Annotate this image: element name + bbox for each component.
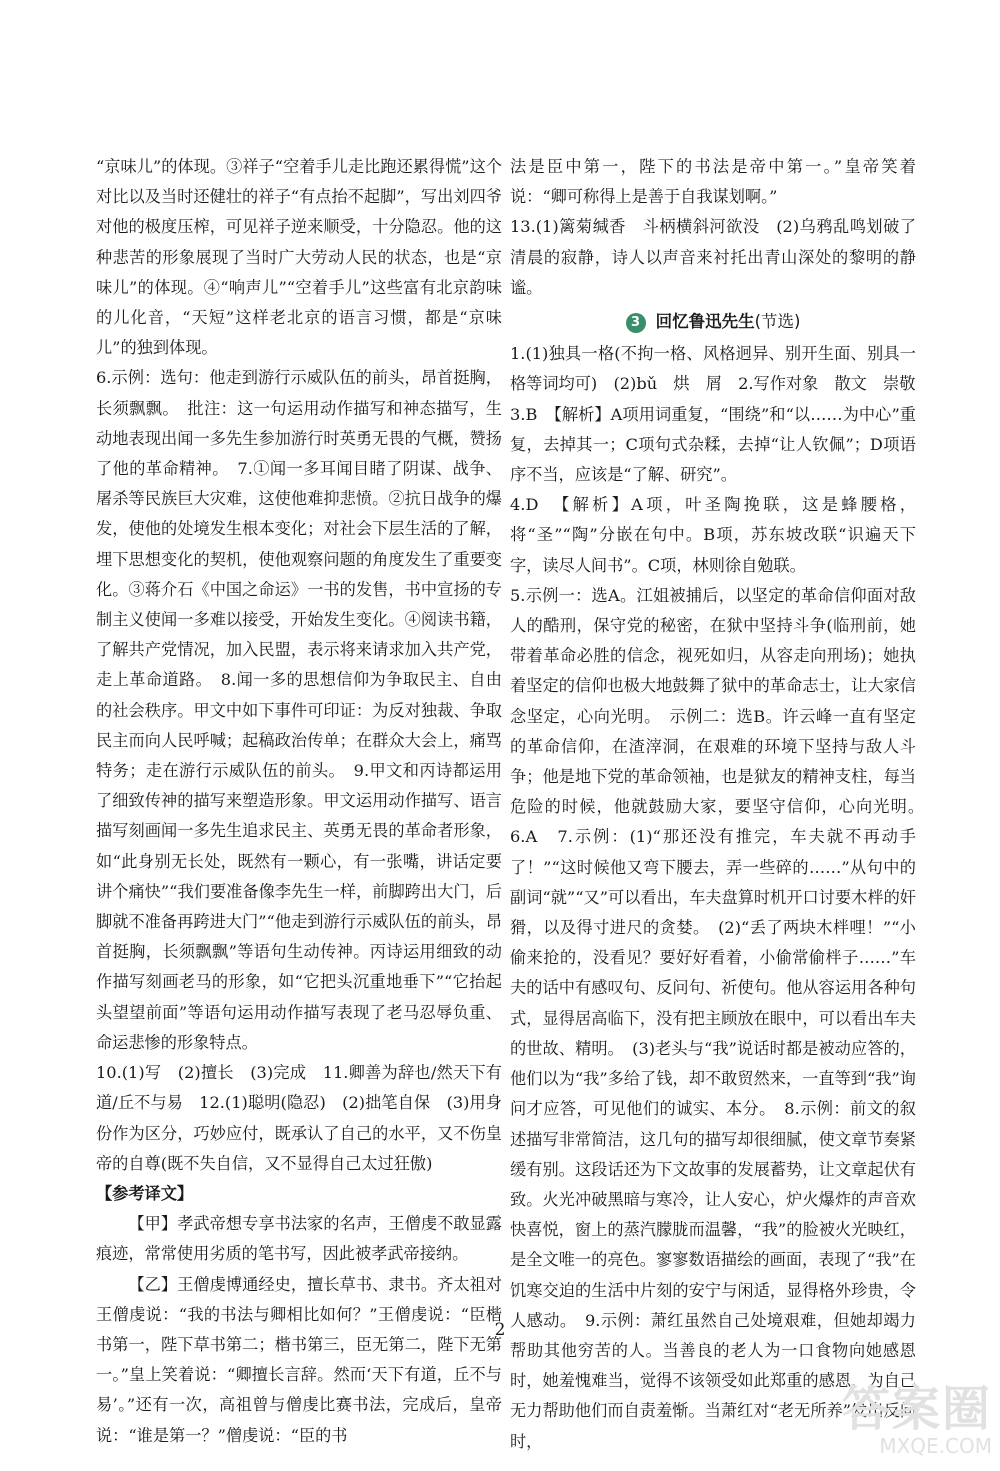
watermark-logo-text: 答案圈	[841, 1381, 992, 1437]
section-number-badge: 3	[626, 313, 646, 333]
section-header	[510, 307, 916, 337]
left-paragraph-1: “京味儿”的体现。③祥子“空着手儿走比跑还累得慌”这个对比以及当时还健壮的祥子“有点抬不起脚”，写出刘四爷对他的极度压榨，可见祥子逆来顺受，十分隐忍。他的这种悲苦的形象展现了当时广大劳动人民的状态，也是“京味儿”的体现。④“响声儿”“空着手儿”这些富有北京韵味的儿化音，“天短”这样老北京的语言习惯，都是“京味儿”的独到体现。	[96, 157, 502, 358]
watermark-url: MXQE.COM	[879, 1434, 992, 1458]
right-top-paragraph: 法是臣中第一，陛下的书法是帝中第一。”皇帝笑着说：“卿可称得上是善于自我谋划啊。”	[510, 157, 916, 207]
answer-1-2: 1.(1)独具一格(不拘一格、风格迥异、别开生面、别具一格等词均可) (2)bǔ 烘 屑 2.写作对象 散文 崇敬	[510, 344, 916, 394]
left-paragraph-2: 6.示例：选句：他走到游行示威队伍的前头，昂首挺胸，长须飘飘。 批注：这一句运用动作描写和神态描写，生动地表现出闻一多先生参加游行时英勇无畏的气概，赞扬了他的革命精神。 7.①闻一多耳闻目睹了阴谋、战争、屠杀等民族巨大灾难，这使他难抑悲愤。②抗日战争的爆发，使他的处境发生根本变化；对社会下层生活的了解，埋下思想变化的契机，使他观察问题的角度发生了重要变化。③蒋介石《中国之命运》一书的发售，书中宣扬的专制主义使闻一多难以接受，开始发生变化。④阅读书籍，了解共产党情况，加入民盟，表示将来请求加入共产党，走上革命道路。 8.闻一多的思想信仰为争取民主、自由的社会秩序。甲文中如下事件可印证：为反对独裁、争取民主而向人民呼喊；起稿政治传单；在群众大会上，痛骂特务；走在游行示威队伍的前头。 9.甲文和丙诗都运用了细致传神的描写来塑造形象。甲文运用动作描写、语言描写刻画闻一多先生追求民主、英勇无畏的革命者形象，如“此身别无长处，既然有一颗心，有一张嘴，讲话定要讲个痛快”“我们要准备像李先生一样，前脚跨出大门，后脚就不准备再跨进大门”“他走到游行示威队伍的前头，昂首挺胸，长须飘飘”等语句生动传神。丙诗运用细致的动作描写刻画老马的形象，如“它把头沉重地垂下”“它抬起头望望前面”等语句运用动作描写表现了老马忍辱负重、命运悲惨的形象特点。	[96, 368, 502, 1052]
watermark-logo	[792, 1383, 992, 1463]
page-number: 2	[494, 1320, 506, 1340]
section-subtitle: (节选)	[754, 312, 801, 332]
left-column	[96, 152, 502, 1451]
section-title: 回忆鲁迅先生	[655, 312, 755, 332]
question-13: 13.(1)篱菊缄香 斗柄横斜河欲没 (2)乌鸦乱鸣划破了清晨的寂静，诗人以声音来衬托出青山深处的黎明的静谧。	[510, 217, 916, 297]
translation-paragraph-2: 【乙】王僧虔博通经史，擅长草书、隶书。齐太祖对王僧虔说：“我的书法与卿相比如何？”王僧虔说：“臣楷书第一，陛下草书第二；楷书第三，臣无第二，陛下无第一。”皇上笑着说：“卿擅长言辞。然而‘天下有道，丘不与易’。”还有一次，高祖曾与僧虔比赛书法，完成后，皇帝说：“谁是第一？”僧虔说：“臣的书	[96, 1274, 502, 1445]
translation-heading: 【参考译文】	[96, 1183, 194, 1203]
answer-3: 3.B 【解析】A项用词重复，“围绕”和“以……为中心”重复，去掉其一；C项句式杂糅，去掉“让人钦佩”；D项语序不当，应该是“了解、研究”。	[510, 404, 916, 485]
translation-paragraph-1: 【甲】孝武帝想专享书法家的名声，王僧虔不敢显露痕迹，常常使用劣质的笔书写，因此被孝武帝接纳。	[96, 1214, 502, 1264]
left-paragraph-3: 10.(1)写 (2)擅长 (3)完成 11.卿善为辞也/然天下有道/丘不与易 12.(1)聪明(隐忍) (2)拙笔自保 (3)用身份作为区分，巧妙应付，既承认了自己的水平，又不伤皇帝的自尊(既不失自信，又不显得自己太过狂傲)	[96, 1063, 502, 1173]
answer-4: 4.D 【解析】A项，叶圣陶挽联，这是蜂腰格，将“圣”“陶”分嵌在句中。B项，苏东坡改联“识遍天下字，读尽人间书”。C项，林则徐自勉联。	[510, 495, 916, 575]
answer-5-9: 5.示例一：选A。江姐被捕后，以坚定的革命信仰面对敌人的酷刑，保守党的秘密，在狱中坚持斗争(临刑前，她带着革命必胜的信念，视死如归，从容走向刑场)；她执着坚定的信仰也极大地鼓舞了狱中的革命志士，让大家信念坚定，心向光明。 示例二：选B。许云峰一直有坚定的革命信仰，在渣滓洞，在艰难的环境下坚持与敌人斗争；他是地下党的革命领袖，也是狱友的精神支柱，每当危险的时候，他就鼓励大家，要坚守信仰，心向光明。 6.A 7.示例：(1)“那还没有推完，车夫就不再动手了！”“这时候他又弯下腰去，弄一些碎的……”从句中的副词“就”“又”可以看出，车夫盘算时机开口讨要木柈的奸猾，以及得寸进尺的贪婪。 (2)“丢了两块木柈哩！”“小偷来抢的，没看见？要好好看着，小偷常偷柈子……”车夫的话中有感叹句、反问句、祈使句。他从容运用各种句式，显得居高临下，没有把主顾放在眼中，可以看出车夫的世故、精明。 (3)老头与“我”说话时都是被动应答的，他们以为“我”多给了钱，却不敢贸然来，一直等到“我”询问才应答，可见他们的诚实、本分。 8.示例：前文的叙述描写非常简洁，这几句的描写却很细腻，使文章节奏紧缓有别。这段话还为下文故事的发展蓄势，让文章起伏有致。火光冲破黑暗与寒冷，让人安心，炉火爆炸的声音欢快喜悦，窗上的蒸汽朦胧而温馨，“我”的脸被火光映红，是全文唯一的亮色。寥寥数语描绘的画面，表现了“我”在饥寒交迫的生活中片刻的安宁与闲适，显得格外珍贵，令人感动。 9.示例：萧红虽然自己处境艰难，但她却竭力帮助其他穷苦的人。当善良的老人为一口食物向她感恩时，她羞愧难当，觉得不该领受如此郑重的感恩，为自己无力帮助他们而自责羞惭。当萧红对“老无所养”发出反问时，	[510, 585, 933, 1451]
